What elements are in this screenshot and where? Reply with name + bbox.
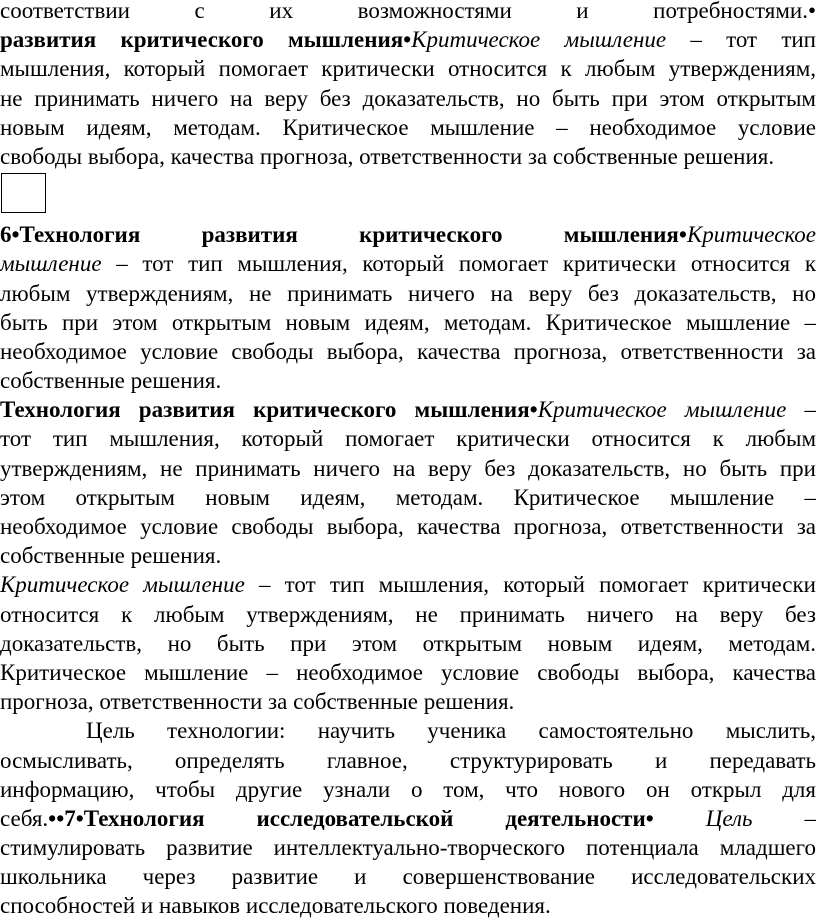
text-run: – xyxy=(786,397,816,423)
paragraph-technology-6 xyxy=(0,220,816,395)
text-line xyxy=(0,279,816,308)
text-run: способностей и навыков исследовательского поведения. xyxy=(0,893,551,919)
text-line xyxy=(0,54,816,83)
term-italic: мышление xyxy=(0,251,102,277)
text-line xyxy=(0,366,816,395)
heading-run: Технология развития критического мышления• xyxy=(0,397,538,423)
text-line xyxy=(0,541,816,570)
text-run: себя. xyxy=(0,805,49,831)
term-italic: Критическое мышление xyxy=(537,397,787,423)
text-run: соответствии с их возможностями и потребностями.• xyxy=(0,0,816,23)
term-italic: Цель xyxy=(705,805,753,831)
text-line xyxy=(0,424,816,453)
text-run: быть при этом открытым новым идеям, методам. Критическое мышление – xyxy=(0,309,816,335)
text-run: не принимать ничего на веру без доказательств, но быть при этом открытым xyxy=(0,85,816,111)
text-run: стимулировать развитие интеллектуально-творческого потенциала младшего xyxy=(0,835,816,861)
text-run: прогноза, ответственности за собственные решения. xyxy=(0,689,515,715)
text-line xyxy=(0,775,816,804)
text-run: этом открытым новым идеям, методам. Критическое мышление – xyxy=(0,484,816,510)
text-run: новым идеям, методам. Критическое мышление – необходимое условие xyxy=(0,114,816,140)
heading-run: развития критического мышления• xyxy=(0,27,412,53)
text-line xyxy=(0,746,816,775)
text-run: относится к любым утверждениям, не принимать ничего на веру без xyxy=(0,601,816,627)
text-run: доказательств, но быть при этом открытым новым идеям, методам. xyxy=(0,630,816,656)
text-run: мышления, который помогает критически относится к любым утверждениям, xyxy=(0,56,816,82)
text-run: тот тип мышления, который помогает критически относится к любым xyxy=(0,426,816,452)
text-run: информацию, чтобы другие узнали о том, что нового он открыл для xyxy=(0,776,816,802)
text-run: необходимое условие свободы выбора, качества прогноза, ответственности за xyxy=(0,514,816,539)
text-run: школьника через развитие и совершенствование исследовательских xyxy=(0,864,816,890)
text-line xyxy=(0,833,816,862)
text-line xyxy=(0,395,816,424)
empty-checkbox-frame xyxy=(1,173,46,213)
text-line xyxy=(0,308,816,337)
text-line xyxy=(0,891,816,920)
term-italic: Критическое мышление xyxy=(411,27,667,53)
text-run: Критическое мышление – необходимое условие свободы выбора, качества xyxy=(0,659,816,685)
text-line xyxy=(0,220,816,249)
term-italic: Критическое мышление xyxy=(0,572,245,598)
term-italic: Критическое xyxy=(686,222,816,248)
empty-box-row xyxy=(0,171,816,220)
text-line xyxy=(0,454,816,483)
paragraph-goal xyxy=(0,716,816,920)
text-line xyxy=(0,25,816,54)
text-line xyxy=(0,0,816,25)
heading-run: 6•Технология развития критического мышления• xyxy=(0,222,687,248)
text-line xyxy=(0,249,816,278)
text-line xyxy=(0,716,816,745)
text-line xyxy=(0,84,816,113)
text-run: утверждениям, не принимать ничего на веру без доказательств, но быть при xyxy=(0,455,816,481)
text-run: собственные решения. xyxy=(0,368,222,394)
text-run: свободы выбора, качества прогноза, ответственности за собственные решения. xyxy=(0,143,775,169)
paragraph-technology-repeat xyxy=(0,395,816,570)
text-run: – тот тип мышления, который помогает критически относится к xyxy=(101,251,816,277)
text-line xyxy=(0,687,816,716)
text-line xyxy=(0,142,816,171)
text-line xyxy=(0,600,816,629)
text-run: собственные решения. xyxy=(0,543,222,569)
text-line xyxy=(0,337,816,366)
text-line xyxy=(0,113,816,142)
paragraph-critical-thinking xyxy=(0,570,816,716)
text-run: осмысливать, определять главное, структурировать и передавать xyxy=(0,747,816,773)
text-line xyxy=(0,629,816,658)
text-run: любым утверждениям, не принимать ничего на веру без доказательств, но xyxy=(0,280,816,306)
text-run: – тот тип xyxy=(666,27,816,53)
text-run: необходимое условие свободы выбора, качества прогноза, ответственности за xyxy=(0,338,816,364)
text-line xyxy=(0,658,816,687)
text-line xyxy=(0,483,816,512)
heading-run: ••7•Технология исследовательской деятельности• xyxy=(48,805,654,831)
text-run: Цель технологии: научить ученика самостоятельно мыслить, xyxy=(86,718,816,744)
text-run: – xyxy=(752,805,816,831)
paragraph-intro xyxy=(0,0,816,171)
text-line xyxy=(0,570,816,599)
text-line xyxy=(0,862,816,891)
text-run: – тот тип мышления, который помогает критически xyxy=(244,572,816,598)
text-line xyxy=(0,512,816,541)
text-line xyxy=(0,804,816,833)
